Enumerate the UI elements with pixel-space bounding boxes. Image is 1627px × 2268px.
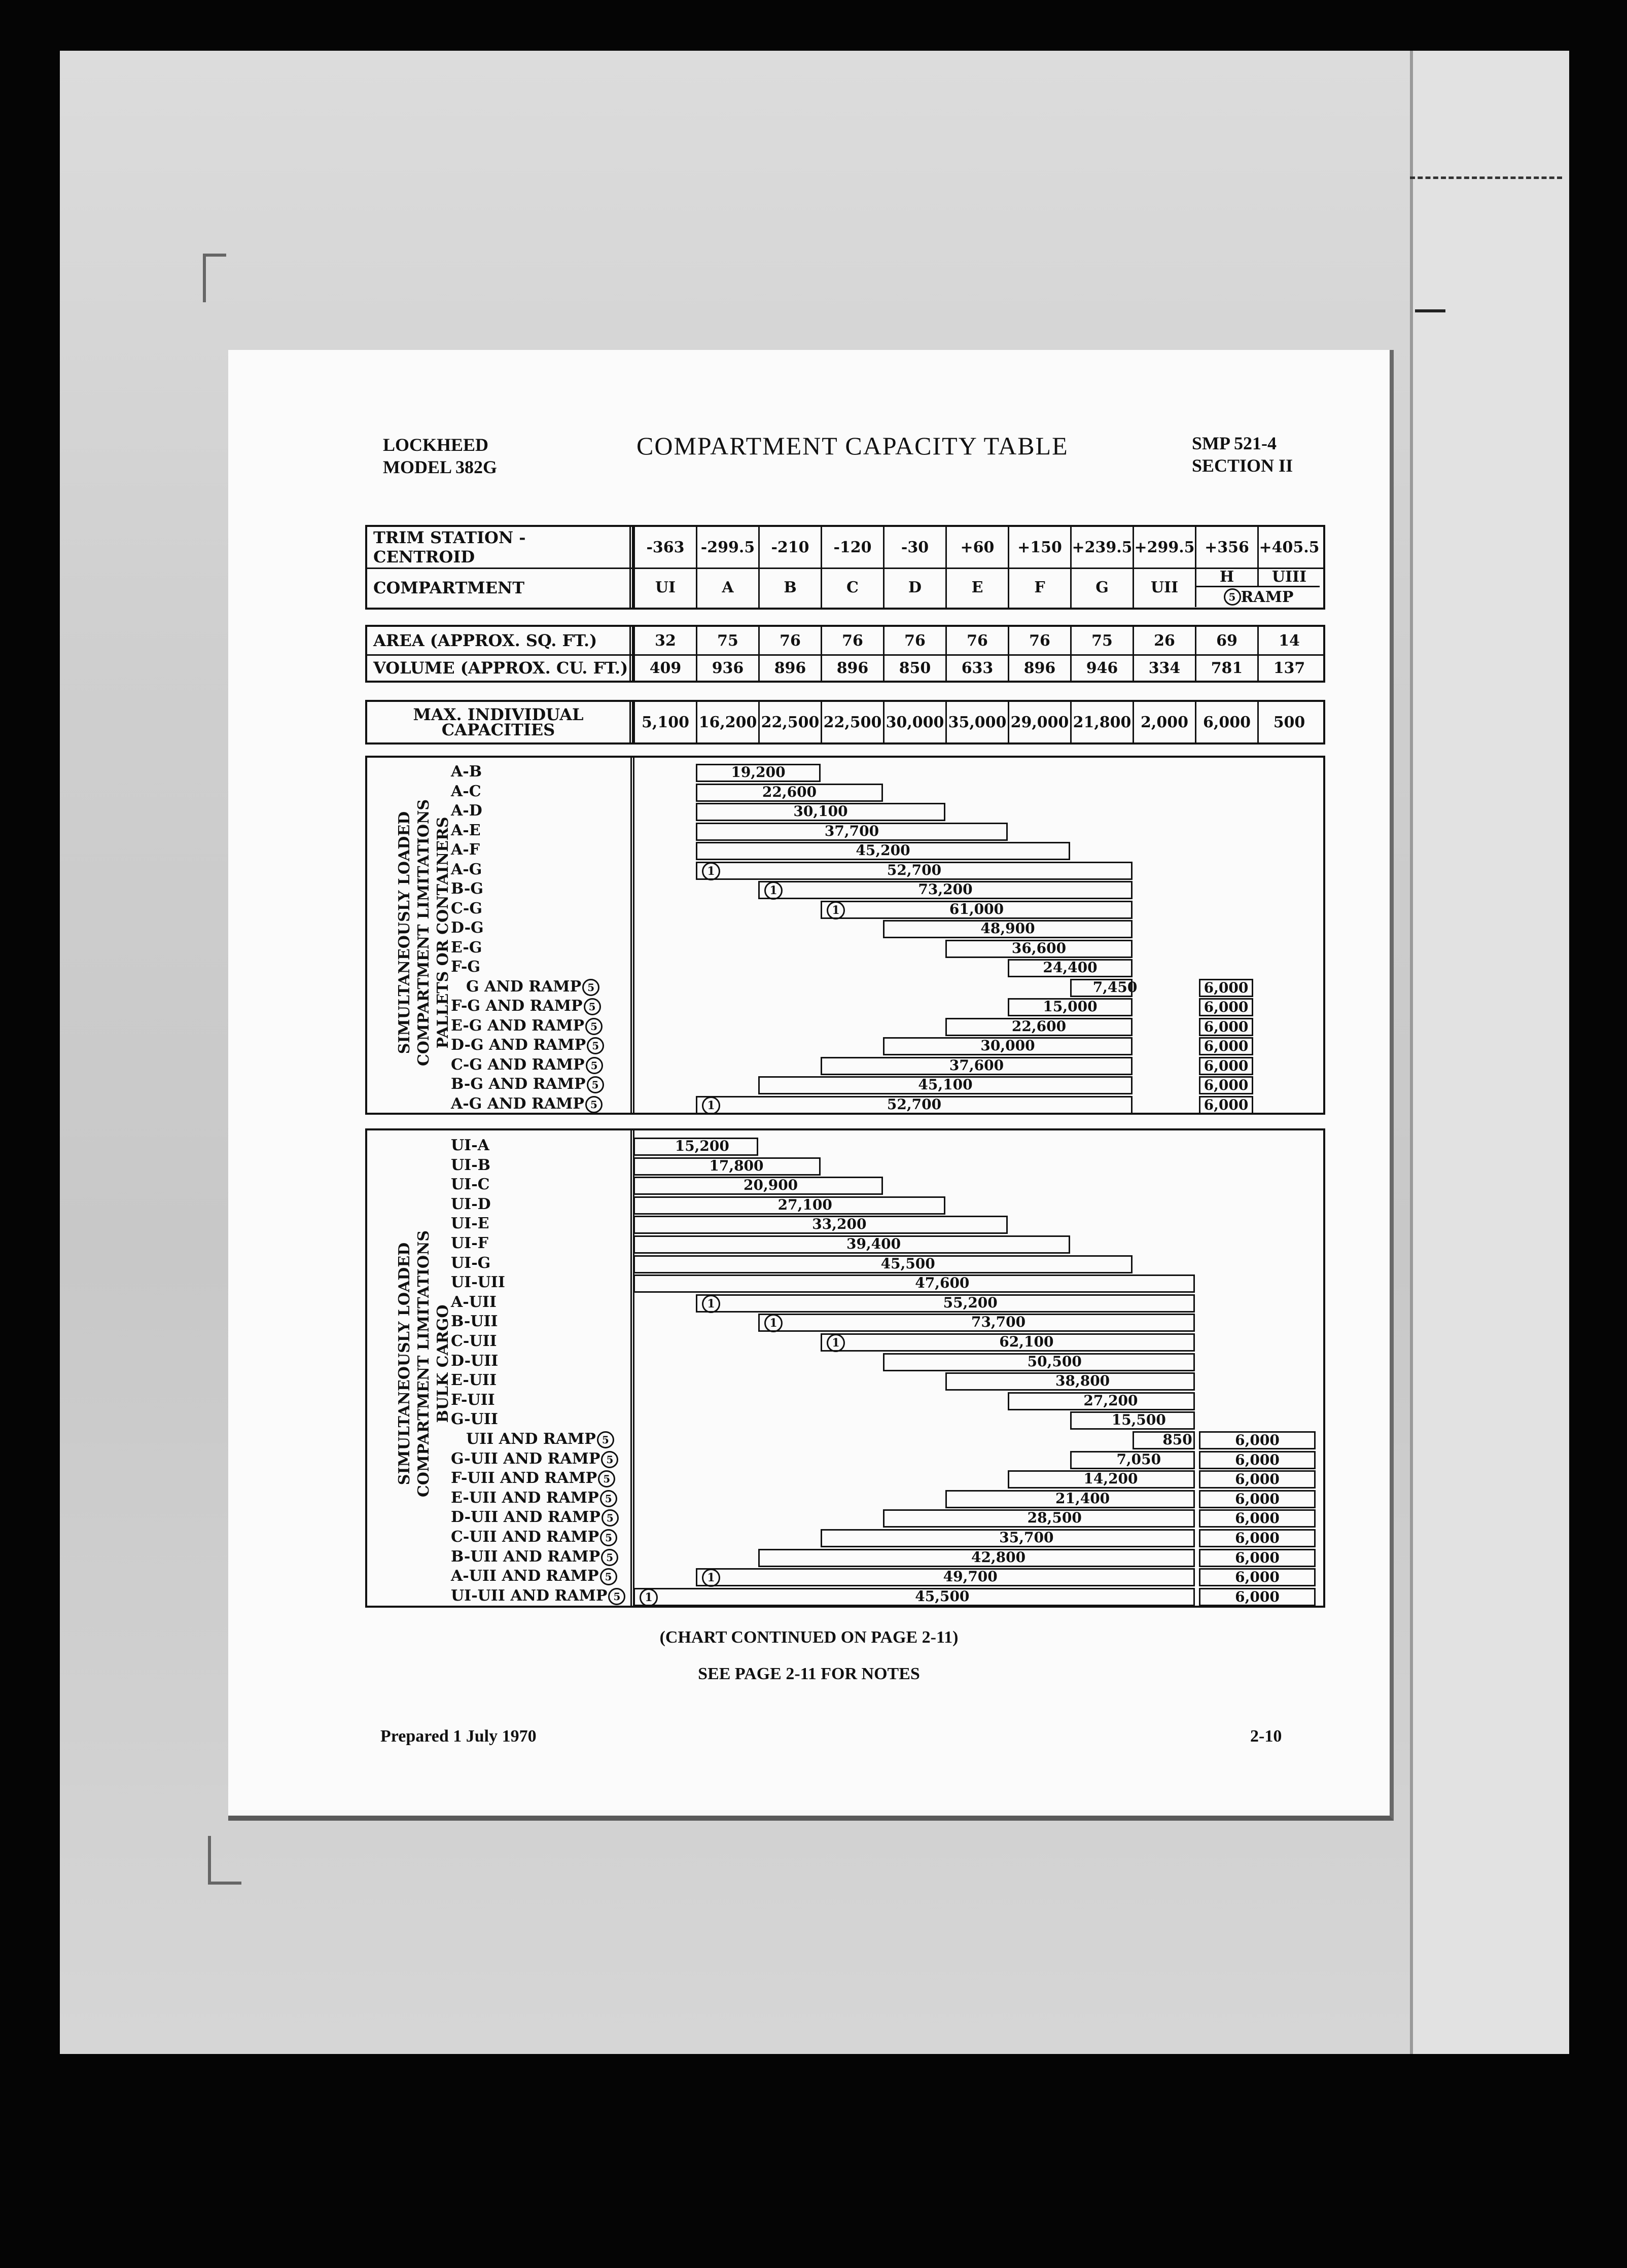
area-value: 32: [633, 627, 696, 654]
compartment-value: C: [821, 568, 883, 608]
row-label-text: UI-A: [451, 1137, 489, 1154]
note-5-icon: 5: [585, 1018, 603, 1035]
note-5-icon: 5: [600, 1490, 617, 1507]
limitation-value: 7,050: [1116, 1450, 1161, 1468]
row-label: [451, 1489, 617, 1507]
station-value: -30: [883, 527, 945, 568]
volume-label: VOLUME (APPROX. CU. FT.): [367, 654, 633, 682]
row-label-text: A-C: [451, 782, 481, 800]
dashed-edge-mark: [1410, 176, 1562, 179]
note-1-icon: 1: [702, 1569, 720, 1587]
row-label-text: G-UII AND RAMP: [451, 1449, 600, 1468]
volume-value: 409: [633, 654, 696, 682]
note-5-icon: 5: [587, 1076, 604, 1093]
station-value: -299.5: [696, 527, 758, 568]
limitation-value: 27,100: [777, 1196, 832, 1213]
ramp-capacity-value: 6,000: [1199, 1470, 1316, 1489]
area-value: 14: [1257, 627, 1320, 654]
limitation-value: 15,500: [1111, 1411, 1166, 1429]
panel-title-line: BULK CARGO: [434, 1304, 452, 1423]
row-label-text: B-UII: [451, 1313, 498, 1331]
chart-continued-note: (CHART CONTINUED ON PAGE 2-11): [659, 1628, 959, 1647]
row-label-text: A-UII: [451, 1293, 497, 1311]
page-title: COMPARTMENT CAPACITY TABLE: [636, 432, 1069, 460]
station-value: +299.5: [1133, 527, 1195, 568]
max-capacity-table: [365, 700, 1325, 745]
row-label-text: E-G: [451, 938, 482, 956]
limitation-value: 28,500: [1027, 1509, 1082, 1527]
note-5-icon: 5: [585, 1096, 603, 1113]
row-label-text: D-G AND RAMP: [451, 1036, 586, 1054]
note-1-icon: 1: [702, 1096, 720, 1115]
limitation-value: 55,200: [943, 1294, 998, 1311]
max-capacity-value: 6,000: [1195, 702, 1257, 742]
row-label: [466, 978, 599, 996]
note-5-icon: 5: [601, 1451, 618, 1468]
row-label: [451, 1450, 618, 1468]
limitation-value: 35,700: [999, 1529, 1054, 1546]
prepared-date: Prepared 1 July 1970: [380, 1727, 537, 1746]
header-manufacturer: LOCKHEED: [383, 435, 489, 455]
max-capacity-value: 2,000: [1133, 702, 1195, 742]
station-value: +356: [1195, 527, 1257, 568]
ramp-capacity-value: 6,000: [1199, 1490, 1316, 1508]
limitation-value: 50,500: [1027, 1353, 1082, 1370]
area-value: 76: [883, 627, 945, 654]
row-label: [451, 763, 482, 781]
limitation-value: 45,100: [918, 1076, 973, 1093]
row-label: [451, 997, 601, 1015]
limitation-value: 52,700: [887, 861, 942, 878]
panel-title-line: SIMULTANEOUSLY LOADED: [396, 1242, 413, 1485]
compartment-value: G: [1070, 568, 1133, 608]
row-label: [451, 1075, 604, 1093]
area-value: 76: [758, 627, 821, 654]
panel-vertical-title: [395, 760, 456, 1105]
compartment-value: F: [1008, 568, 1070, 608]
station-compartment-table: [365, 525, 1325, 610]
limitation-value: 15,200: [675, 1138, 729, 1154]
max-capacity-value: 16,200: [696, 702, 758, 742]
compartment-label: COMPARTMENT: [367, 568, 633, 608]
header-section: SECTION II: [1192, 455, 1293, 476]
volume-value: 137: [1257, 654, 1320, 682]
note-1-icon: 1: [764, 881, 783, 900]
page-number: 2-10: [1250, 1727, 1282, 1746]
compartment-value: B: [758, 568, 821, 608]
scanned-sheet-edge: [1410, 51, 1569, 2054]
row-label: [451, 861, 482, 879]
area-value: 75: [696, 627, 758, 654]
limitation-value: 19,200: [731, 764, 786, 781]
header-right: [1192, 432, 1293, 477]
max-capacity-value: 30,000: [883, 702, 945, 742]
ramp-capacity-value: 6,000: [1199, 1018, 1253, 1036]
limitation-value: 21,400: [1055, 1490, 1110, 1507]
max-capacity-label-line2: CAPACITIES: [441, 720, 555, 739]
note-1-icon: 1: [827, 1334, 845, 1352]
limitation-value: 42,800: [971, 1548, 1026, 1566]
area-label: AREA (APPROX. SQ. FT.): [367, 627, 633, 654]
row-label: [451, 1254, 490, 1272]
note-1-icon: 1: [702, 862, 720, 880]
limitation-value: 36,600: [1011, 939, 1067, 956]
row-label: [451, 1469, 615, 1487]
row-label-text: UI-C: [451, 1176, 490, 1194]
row-label: [451, 958, 480, 976]
compartment-value: UI: [633, 568, 696, 608]
row-label-text: F-G: [451, 958, 481, 976]
row-label: [451, 1273, 505, 1292]
ramp-capacity-value: 6,000: [1199, 1096, 1253, 1114]
row-label-text: UI-B: [451, 1156, 491, 1174]
area-value: 26: [1133, 627, 1195, 654]
note-5-icon: 5: [602, 1509, 619, 1527]
row-label-text: C-G: [451, 899, 482, 917]
row-label-text: A-G: [451, 860, 482, 878]
ramp-compartment: [1195, 587, 1320, 607]
row-label-text: UI-G: [451, 1254, 491, 1272]
compartment-value: E: [945, 568, 1008, 608]
pallets-limitations-panel: [365, 756, 1325, 1115]
station-value: -363: [633, 527, 696, 568]
limitation-value: 15,000: [1043, 998, 1098, 1015]
note-5-icon: 5: [597, 1431, 614, 1448]
note-5-icon: 5: [584, 998, 601, 1015]
row-label: [451, 1391, 495, 1409]
row-label: [451, 1548, 618, 1566]
row-label-text: G AND RAMP: [466, 977, 582, 996]
row-label-text: A-E: [451, 821, 481, 839]
station-value: +405.5: [1257, 527, 1320, 568]
limitation-value: 45,500: [915, 1587, 970, 1605]
ramp-capacity-value: 6,000: [1199, 1568, 1316, 1586]
limitation-value: 17,800: [709, 1157, 764, 1174]
row-label-text: C-UII AND RAMP: [451, 1528, 599, 1546]
max-capacity-value: 21,800: [1070, 702, 1133, 742]
row-label-text: F-UII: [451, 1391, 495, 1409]
ramp-capacity-value: 6,000: [1199, 1509, 1316, 1528]
ramp-capacity-value: 6,000: [1199, 1588, 1316, 1606]
limitation-value: 62,100: [999, 1333, 1054, 1350]
row-label: [451, 1017, 603, 1035]
limitation-value: 24,400: [1043, 959, 1098, 976]
limitation-value: 27,200: [1083, 1392, 1138, 1409]
note-5-icon: 5: [598, 1470, 615, 1487]
ramp-capacity-value: 6,000: [1199, 1451, 1316, 1469]
row-label: [451, 1234, 488, 1253]
row-label-text: F-G AND RAMP: [451, 997, 583, 1015]
max-capacity-value: 5,100: [633, 702, 696, 742]
row-label: [451, 1293, 497, 1312]
row-label: [466, 1430, 614, 1448]
row-label-text: UI-E: [451, 1215, 489, 1233]
row-label-text: D-G: [451, 919, 484, 937]
ramp-capacity-value: 6,000: [1199, 1549, 1316, 1567]
limitation-value: 30,000: [980, 1037, 1035, 1054]
limitation-bar: [633, 1588, 1195, 1606]
row-label: [451, 841, 480, 859]
trim-station-label: TRIM STATION - CENTROID: [367, 527, 633, 568]
ramp-capacity-value: 6,000: [1199, 1529, 1316, 1547]
note-1-icon: 1: [640, 1588, 658, 1607]
ramp-label: RAMP: [1241, 588, 1294, 606]
limitation-value: 22,600: [1011, 1017, 1067, 1035]
row-label: [451, 802, 482, 820]
document-page: [228, 350, 1394, 1821]
max-capacity-value: 29,000: [1008, 702, 1070, 742]
row-label: [451, 939, 482, 957]
row-label-text: B-UII AND RAMP: [451, 1547, 600, 1566]
row-label: [451, 1528, 617, 1546]
panel-label-divider: [630, 758, 634, 1113]
row-label: [451, 1215, 489, 1233]
note-5-icon: 5: [600, 1529, 617, 1546]
max-capacity-label: [367, 702, 633, 742]
note-5-icon: 5: [582, 979, 599, 996]
compartment-value: UII: [1133, 568, 1195, 608]
row-label: [451, 1508, 619, 1527]
row-label-text: A-D: [451, 802, 482, 820]
row-label: [451, 783, 481, 801]
row-label-text: E-G AND RAMP: [451, 1016, 585, 1035]
limitation-value: 22,600: [762, 783, 817, 800]
limitation-value: 45,200: [856, 842, 910, 859]
compartment-value: UIII: [1257, 568, 1320, 586]
station-value: +239.5: [1070, 527, 1133, 568]
row-label-text: A-UII AND RAMP: [451, 1567, 599, 1585]
row-label-text: UI-UII: [451, 1273, 505, 1292]
row-label: [451, 1095, 603, 1113]
row-label: [451, 1567, 617, 1585]
note-5-icon: 5: [608, 1588, 625, 1605]
header-document-number: SMP 521-4: [1192, 433, 1277, 453]
ramp-capacity-value: 6,000: [1199, 1037, 1253, 1055]
row-label: [451, 1313, 498, 1331]
limitation-value: 61,000: [949, 900, 1004, 917]
row-label: [451, 1176, 490, 1194]
header-left: [383, 434, 497, 478]
row-label: [451, 1195, 491, 1214]
area-value: 69: [1195, 627, 1257, 654]
row-label: [451, 1156, 490, 1175]
volume-value: 896: [758, 654, 821, 682]
ramp-capacity-value: 6,000: [1199, 1076, 1253, 1094]
see-notes-reference: SEE PAGE 2-11 FOR NOTES: [698, 1664, 920, 1683]
limitation-value: 20,900: [744, 1177, 798, 1194]
max-capacity-value: 500: [1257, 702, 1320, 742]
row-label: [451, 1332, 497, 1351]
volume-value: 781: [1195, 654, 1257, 682]
panel-title-line: PALLETS OR CONTAINERS: [434, 817, 452, 1049]
ramp-capacity-value: 6,000: [1199, 1057, 1253, 1075]
note-5-icon: 5: [1224, 588, 1241, 606]
limitation-value: 49,700: [943, 1568, 998, 1585]
limitation-bar-top: [633, 1588, 1195, 1589]
area-value: 76: [1008, 627, 1070, 654]
row-label-text: UII AND RAMP: [466, 1430, 596, 1448]
note-5-icon: 5: [601, 1549, 618, 1566]
limitation-value: 33,200: [812, 1216, 867, 1233]
compartment-value: H: [1195, 568, 1257, 586]
limitation-value: 37,600: [949, 1056, 1004, 1074]
note-5-icon: 5: [587, 1037, 604, 1054]
volume-value: 946: [1070, 654, 1133, 682]
row-label: [451, 1352, 498, 1370]
row-label-text: A-G AND RAMP: [451, 1094, 584, 1113]
crop-mark-bottom-left: [208, 1836, 241, 1885]
volume-value: 334: [1133, 654, 1195, 682]
limitation-value: 7,450: [1092, 978, 1138, 996]
row-label-text: UI-D: [451, 1195, 491, 1213]
row-label-text: D-UII AND RAMP: [451, 1508, 600, 1527]
limitation-value: 30,100: [793, 803, 848, 820]
limitation-bar-top: [633, 1274, 1195, 1276]
max-capacity-value: 22,500: [758, 702, 821, 742]
row-label: [451, 1371, 497, 1390]
row-label: [451, 1056, 603, 1074]
row-label-text: C-G AND RAMP: [451, 1055, 585, 1074]
ramp-capacity-value: 6,000: [1199, 1431, 1316, 1449]
max-capacity-value: 22,500: [821, 702, 883, 742]
panel-vertical-title: [395, 1191, 456, 1536]
note-5-icon: 5: [586, 1057, 603, 1074]
limitation-value: 38,800: [1055, 1372, 1110, 1390]
edge-arrow-mark: [1415, 309, 1445, 312]
limitation-value: 52,700: [887, 1095, 942, 1113]
row-label-text: E-UII: [451, 1371, 497, 1390]
area-value: 76: [821, 627, 883, 654]
row-label-text: F-UII AND RAMP: [451, 1469, 597, 1487]
limitation-value: 45,500: [880, 1255, 935, 1272]
row-label-text: B-G: [451, 880, 483, 898]
max-capacity-value: 35,000: [945, 702, 1008, 742]
volume-value: 850: [883, 654, 945, 682]
note-1-icon: 1: [702, 1295, 720, 1313]
bulk-cargo-limitations-panel: [365, 1128, 1325, 1608]
row-label: [451, 880, 483, 898]
crop-mark-top-left: [203, 254, 226, 302]
limitation-value: 47,600: [915, 1274, 970, 1292]
row-label-text: G-UII: [451, 1410, 498, 1429]
limitation-bar: [633, 1274, 1195, 1293]
compartment-value: D: [883, 568, 945, 608]
max-capacity-label-line1: MAX. INDIVIDUAL: [413, 705, 584, 724]
ramp-capacity-value: 6,000: [1199, 979, 1253, 997]
limitation-value: 73,200: [918, 881, 973, 898]
limitation-value: 37,700: [824, 822, 879, 839]
row-label: [451, 919, 484, 937]
volume-value: 896: [1008, 654, 1070, 682]
header-model: MODEL 382G: [383, 457, 498, 477]
area-value: 75: [1070, 627, 1133, 654]
row-label-text: UI-F: [451, 1234, 488, 1252]
row-label-text: UI-UII AND RAMP: [451, 1586, 608, 1605]
limitation-value: 73,700: [971, 1314, 1026, 1331]
row-label: [451, 1587, 625, 1605]
row-label: [451, 822, 481, 840]
row-label: [451, 1036, 604, 1054]
row-label: [451, 1410, 498, 1429]
volume-value: 633: [945, 654, 1008, 682]
volume-value: 936: [696, 654, 758, 682]
station-value: +60: [945, 527, 1008, 568]
row-label-text: D-UII: [451, 1352, 499, 1370]
limitation-value: 850: [1162, 1431, 1192, 1448]
area-volume-table: [365, 625, 1325, 683]
row-label-text: C-UII: [451, 1332, 497, 1350]
note-1-icon: 1: [827, 901, 845, 919]
limitation-value: 39,400: [846, 1235, 901, 1252]
ramp-capacity-value: 6,000: [1199, 998, 1253, 1016]
station-value: -210: [758, 527, 821, 568]
limitation-value: 14,200: [1083, 1470, 1138, 1487]
row-label-text: E-UII AND RAMP: [451, 1489, 599, 1507]
row-label: [451, 1137, 489, 1155]
compartment-value: A: [696, 568, 758, 608]
row-label-text: A-F: [451, 841, 480, 859]
station-value: -120: [821, 527, 883, 568]
panel-title-line: COMPARTMENT LIMITATIONS: [415, 1230, 433, 1498]
panel-title-line: COMPARTMENT LIMITATIONS: [415, 799, 433, 1067]
area-value: 76: [945, 627, 1008, 654]
row-label: [451, 900, 482, 918]
station-value: +150: [1008, 527, 1070, 568]
row-label-text: B-G AND RAMP: [451, 1075, 586, 1093]
note-1-icon: 1: [764, 1314, 783, 1332]
note-5-icon: 5: [600, 1568, 617, 1585]
volume-value: 896: [821, 654, 883, 682]
limitation-value: 48,900: [980, 920, 1035, 937]
panel-title-line: SIMULTANEOUSLY LOADED: [396, 811, 413, 1054]
row-label-text: A-B: [451, 763, 482, 781]
